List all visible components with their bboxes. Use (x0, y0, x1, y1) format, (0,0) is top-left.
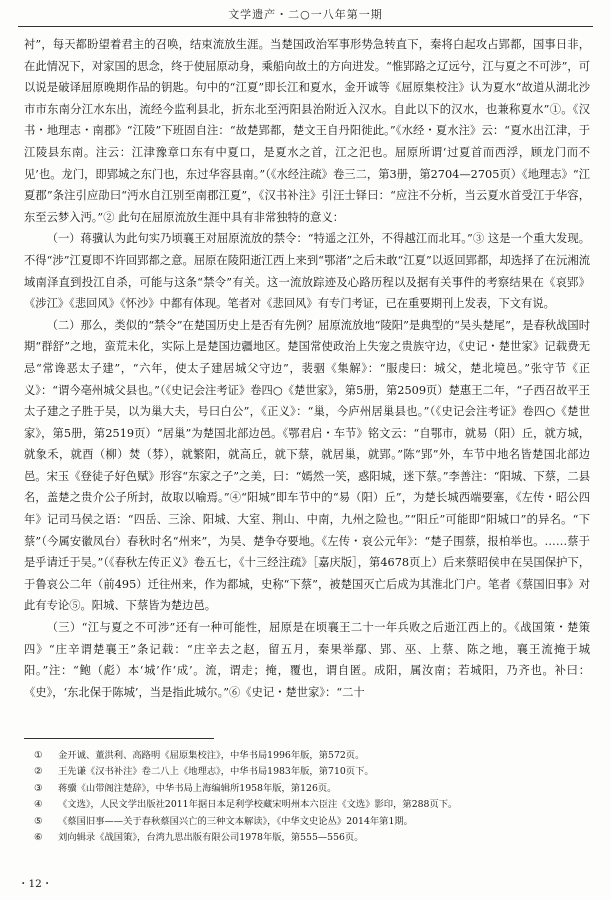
footnote-item (34, 764, 590, 780)
footnote-number: ① (34, 750, 43, 761)
footnotes (34, 748, 590, 846)
paragraph-2: （一）蒋骥认为此句实乃顷襄王对屈原流放的禁令：“特遥之江外，不得越江而北耳。”③ 这是一个重大发现。不得“涉”江夏即不许回郢都之意。屈原在陵阳逝江西上来到“鄂渚”之后未敢“江夏”以返回郢都，却选择了在沅湘流域南泽直到投江自杀，可能与这条“禁令”有关。这一流放踪迹及心路历程以及据有关事件的考察结果在《哀郢》《涉江》《悲回风》《怀沙》中都有体现。笔者对《悲回风》有专门考证，已在重要期刊上发表，下文有说。 (24, 232, 590, 311)
footnote-rule (24, 738, 214, 739)
footnote-text: 王先谦《汉书补注》卷二八上《地理志》，中华书局1983年版，第710页下。 (58, 766, 374, 778)
footnote-text: 金开诚、董洪利、高路明《屈原集校注》，中华书局1996年版，第572页。 (58, 750, 365, 761)
header-rule (18, 26, 593, 27)
paragraph-3: （二）那么，类似的“禁令”在楚国历史上是否有先例？屈原流放地“陵阳”是典型的“吴头楚尾”，是春秋战国时期“群舒”之地，蛮荒未化，实际上是楚国边疆地区。楚国常使政治上失宠之贵族守边，《史记・楚世家》记载费无忌“常谗恶太子建”，“六年，使太子建居城父守边”，裴骃《集解》：“服虔曰：城父，楚北境邑。”张守节《正义》：“谓今亳州城父县也。”（《史记会注考证》卷四○《楚世家》，第5册，第2509页）楚惠王二年，“子西召故平王太子建之子胜于吴，以为巢大夫，号曰白公”，《正义》：“巢，今庐州居巢县也。”（《史记会注考证》卷四○《楚世家》，第5册，第2519页）“居巢”为楚国北部边邑。《鄂君启・车节》铭文云：“自鄂市，就易（阳）丘，就方城，就象禾，就酉（柳）焚（棼），就繁阳，就高丘，就下蔡，就居巢，就郢。”陈“郢”外，车节中地名皆楚国北部边邑。宋玉《登徒子好色赋》形容“东家之子”之美，曰：“嫣然一笑，惑阳城，迷下蔡。”李善注：“阳城、下蔡，二县名，盖楚之贵介公子所封，故取以喻焉。”④“阳城”即车节中的“易（阳）丘”，为楚长城西端要塞，《左传・昭公四年》记司马侯之语：“四岳、三涂、阳城、大室、荆山、中南，九州之险也。”“阳丘”可能即“阳城口”的异名。“下蔡”（今属安徽凤台）春秋时名“州来”，为吴、楚争夺要地。《左传・哀公元年》：“楚子围蔡，报柏举也。……蔡于是乎请迁于吴。”（《春秋左传正义》卷五七，《十三经注疏》［嘉庆版］，第4678页上）后来蔡昭侯申在吴国保护下，于鲁哀公二年（前495）迁往州来，作为都城，史称“下蔡”，被楚国灭亡后成为其淮北门户。笔者《蔡国旧事》对此有专论⑤。阳城、下蔡皆为楚边邑。 (24, 318, 590, 613)
running-header: 文学遗产・二○一八年第一期 (228, 8, 383, 21)
footnote-text: 《蔡国旧事——关于春秋蔡国兴亡的三种文本解读》，《中华文史论丛》2014年第1期。 (58, 815, 413, 827)
footnote-item (34, 814, 590, 830)
footnote-text: 《文选》，人民文学出版社2011年据日本足利学校藏宋明州本六臣注《文选》影印，第288页下。 (58, 799, 458, 811)
footnote-item (34, 830, 590, 846)
footnote-number: ⑤ (34, 815, 43, 827)
paragraph-1: 衬”，每天都盼望着君主的召唤，结束流放生涯。当楚国政治军事形势急转直下，秦将白起攻占郢都，国事日非，在此情况下，对家国的思念，终于使屈原动身，乘船向故土的方向进发。“惟郢路之辽远兮，江与夏之不可涉”，可以说是破译屈原晚期作品的钥匙。句中的“江夏”即长江和夏水，金开诚等《屈原集校注》认为夏水“故道从湖北沙市市东南分江水东出，流经今监利县北，折东北至沔阳县治附近入汉水。自此以下的汉水，也兼称夏水”①。《汉书・地理志・南郡》“江陵”下班固自注：“故楚郢都，楚文王自丹阳徙此。”《水经・夏水注》云：“夏水出江津，于江陵县东南。注云：江津豫章口东有中夏口，是夏水之首，江之汜也。屈原所谓‘过夏首而西浮，顾龙门而不见’也。龙门，即郢城之东门也，东过华容县南。”（《水经注疏》卷三二，第3册，第2704—2705页）《地理志》“江夏郡”条注引应劭曰“沔水自江别至南郡江夏”，《汉书补注》引汪士铎曰：“应注不分析，当云夏水首受江于华容，东至云梦入沔。”② 此句在屈原流放生涯中具有非常独特的意义： (24, 38, 590, 224)
footnote-number: ⑥ (34, 832, 43, 844)
paragraph-4: （三）“江与夏之不可涉”还有一种可能性，屈原是在顷襄王二十一年兵败之后逝江西上的。《战国策・楚策四》“庄辛谓楚襄王”条记载：“庄辛去之赵，留五月，秦果举鄢、郢、巫、上蔡、陈之地，襄王流掩于城阳。”注：“鲍（彪）本‘城’作‘成’。流，谓走；掩，覆也，谓自匿。成阳，属汝南；若城阳，乃齐也。补曰：《史》，‘东北保于陈城’，当是指此城尔。”⑥《史记・楚世家》：“二十 (24, 621, 590, 699)
footnote-item (34, 781, 590, 797)
footnote-item (34, 797, 590, 813)
footnote-number: ② (34, 766, 43, 778)
footnote-item (34, 748, 590, 764)
page-number: ・12・ (18, 878, 53, 890)
body-text (24, 34, 590, 703)
footnote-number: ④ (34, 799, 43, 811)
footnote-number: ③ (34, 782, 43, 794)
footnote-text: 蒋骥《山带阁注楚辞》，中华书局上海编辑所1958年版，第126页。 (58, 782, 337, 794)
footnote-text: 刘向辑录《战国策》，台湾九思出版有限公司1978年版，第555—556页。 (58, 832, 364, 844)
